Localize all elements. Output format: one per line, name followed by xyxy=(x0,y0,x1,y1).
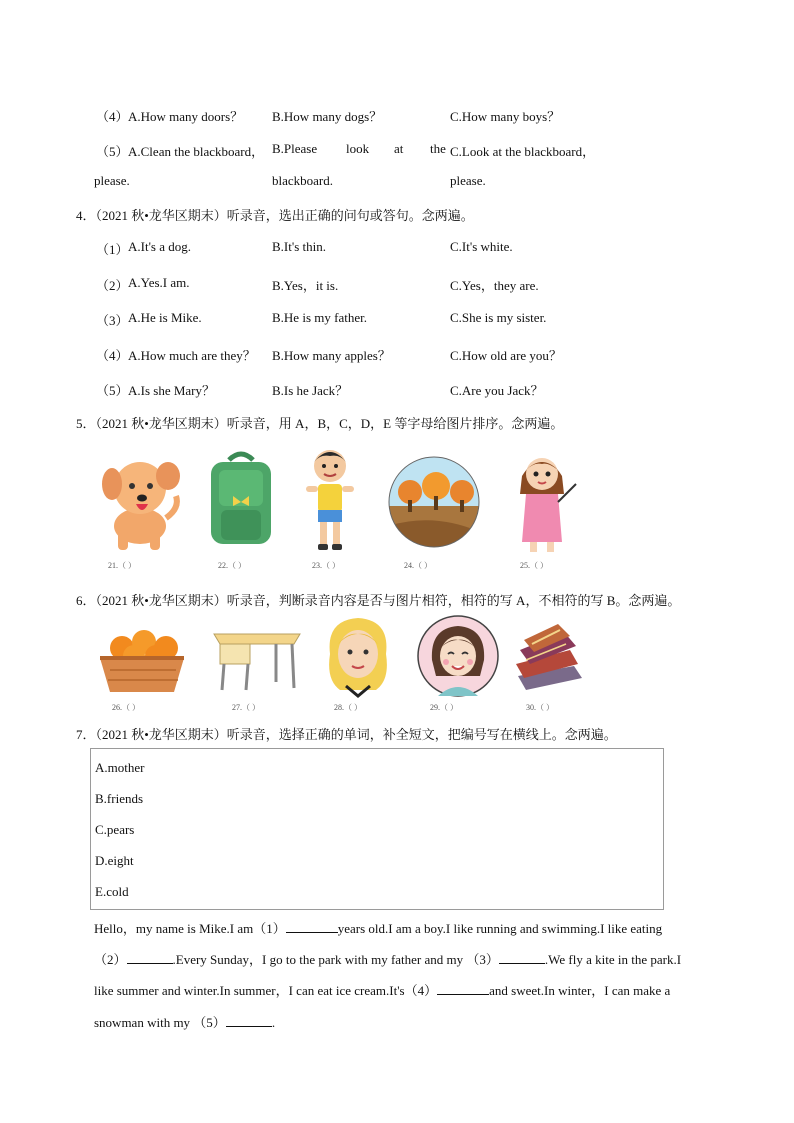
books-picture xyxy=(510,620,590,696)
caption-25: 25.（ ） xyxy=(520,561,548,570)
oranges-basket-picture xyxy=(94,626,190,696)
passage-l1-part2: years old.I am a boy.I like running and swimming.I like eating xyxy=(337,921,663,936)
desk-picture xyxy=(210,628,304,692)
blank-2[interactable] xyxy=(127,951,173,964)
girl-picture xyxy=(416,614,500,698)
q4-row3-option-a: A.He is Mike. xyxy=(128,310,202,325)
teacher-picture xyxy=(512,446,582,554)
word-bank-box xyxy=(90,748,664,910)
word-option-e: E.cold xyxy=(95,884,129,899)
q4-row5-option-a: A.Is she Mary？ xyxy=(128,383,216,398)
q3-row5-c-wrap: please. xyxy=(450,173,486,188)
passage-l2-part1: （2） xyxy=(94,952,127,967)
q3-row5-option-b-w1: B.Please xyxy=(272,141,318,156)
q6-title: 6．（2021 秋•龙华区期末）听录音，判断录音内容是否与图片相符，相符的写 A，不相符的写 B。念两遍。 xyxy=(76,593,681,608)
q4-row4-option-b: B.How many apples？ xyxy=(272,348,391,363)
caption-29: 29.（ ） xyxy=(430,703,458,712)
backpack-picture xyxy=(205,450,277,548)
caption-22: 22.（ ） xyxy=(218,561,246,570)
autumn-scene-picture xyxy=(388,456,480,548)
q4-row2-num: （2） xyxy=(96,278,129,293)
caption-23: 23.（ ） xyxy=(312,561,340,570)
word-option-d: D.eight xyxy=(95,853,134,868)
q3-row4-option-a: A.How many doors？ xyxy=(128,109,244,124)
q3-row5-option-b-w2: look xyxy=(346,141,370,156)
q4-row4-option-a: A.How much are they？ xyxy=(128,348,256,363)
caption-27: 27.（ ） xyxy=(232,703,260,712)
q7-title: 7．（2021 秋•龙华区期末）听录音，选择正确的单词，补全短文，把编号写在横线上。念两遍。 xyxy=(76,727,617,742)
blank-5[interactable] xyxy=(226,1014,272,1027)
passage-l3-part1: like summer and winter.In summer，I can eat ice cream.It's（4） xyxy=(94,983,438,998)
q3-row5-a-wrap: please. xyxy=(94,173,130,188)
q4-row5-num: （5） xyxy=(96,383,129,398)
word-option-c: C.pears xyxy=(95,822,135,837)
q3-row5-option-b-w4: the xyxy=(430,141,446,156)
q4-row5-option-b: B.Is he Jack？ xyxy=(272,383,349,398)
caption-21: 21.（ ） xyxy=(108,561,136,570)
caption-28: 28.（ ） xyxy=(334,703,362,712)
passage-l1-part1: Hello，my name is Mike.I am（1） xyxy=(94,921,286,936)
blank-3[interactable] xyxy=(499,951,545,964)
blank-1[interactable] xyxy=(286,920,338,933)
q4-row1-option-c: C.It's white. xyxy=(450,239,513,254)
q4-row3-num: （3） xyxy=(96,313,129,328)
q4-row5-option-c: C.Are you Jack？ xyxy=(450,383,544,398)
passage-line-2 xyxy=(94,949,681,968)
q3-row4-option-c: C.How many boys？ xyxy=(450,109,561,124)
passage-l3-part2: and sweet.In winter，I can make a xyxy=(489,983,671,998)
q3-row4-option-b: B.How many dogs？ xyxy=(272,109,383,124)
q4-title: 4．（2021 秋•龙华区期末）听录音，选出正确的问句或答句。念两遍。 xyxy=(76,208,474,223)
q4-row4-num: （4） xyxy=(96,348,129,363)
passage-l4-part2: . xyxy=(271,1015,276,1030)
q4-row1-option-a: A.It's a dog. xyxy=(128,239,192,254)
q4-row1-option-b: B.It's thin. xyxy=(272,239,326,254)
q3-row5-option-b-w3: at xyxy=(394,141,404,156)
passage-l4-part1: snowman with my （5） xyxy=(94,1015,226,1030)
q4-row2-option-c: C.Yes，they are. xyxy=(450,278,539,293)
passage-line-4 xyxy=(94,1012,275,1031)
q3-row5-option-a: A.Clean the blackboard， xyxy=(128,144,265,159)
q4-row2-option-a: A.Yes.I am. xyxy=(128,275,190,290)
caption-30: 30.（ ） xyxy=(526,703,554,712)
q4-row3-option-c: C.She is my sister. xyxy=(450,310,547,325)
caption-26: 26.（ ） xyxy=(112,703,140,712)
q4-row4-option-c: C.How old are you？ xyxy=(450,348,562,363)
q4-row3-option-b: B.He is my father. xyxy=(272,310,367,325)
passage-l2-part3: .We fly a kite in the park.I xyxy=(544,952,682,967)
q3-row5-option-c: C.Look at the blackboard， xyxy=(450,144,596,159)
passage-line-1 xyxy=(94,918,662,937)
caption-24: 24.（ ） xyxy=(404,561,432,570)
boy-picture xyxy=(300,444,360,554)
q3-row5-num: （5） xyxy=(96,144,129,159)
dog-picture xyxy=(96,446,186,556)
q5-title: 5．（2021 秋•龙华区期末）听录音，用 A，B，C，D，E 等字母给图片排序。念两遍。 xyxy=(76,416,564,431)
woman-picture xyxy=(320,614,396,698)
q3-row4-num: （4） xyxy=(96,109,129,124)
blank-4[interactable] xyxy=(437,982,489,995)
passage-line-3 xyxy=(94,980,670,999)
word-option-b: B.friends xyxy=(95,791,144,806)
word-option-a: A.mother xyxy=(95,760,145,775)
q4-row2-option-b: B.Yes，it is. xyxy=(272,278,339,293)
q4-row1-num: （1） xyxy=(96,242,129,257)
q3-row5-b-wrap: blackboard. xyxy=(272,173,334,188)
passage-l2-part2: .Every Sunday，I go to the park with my father and my （3） xyxy=(172,952,499,967)
